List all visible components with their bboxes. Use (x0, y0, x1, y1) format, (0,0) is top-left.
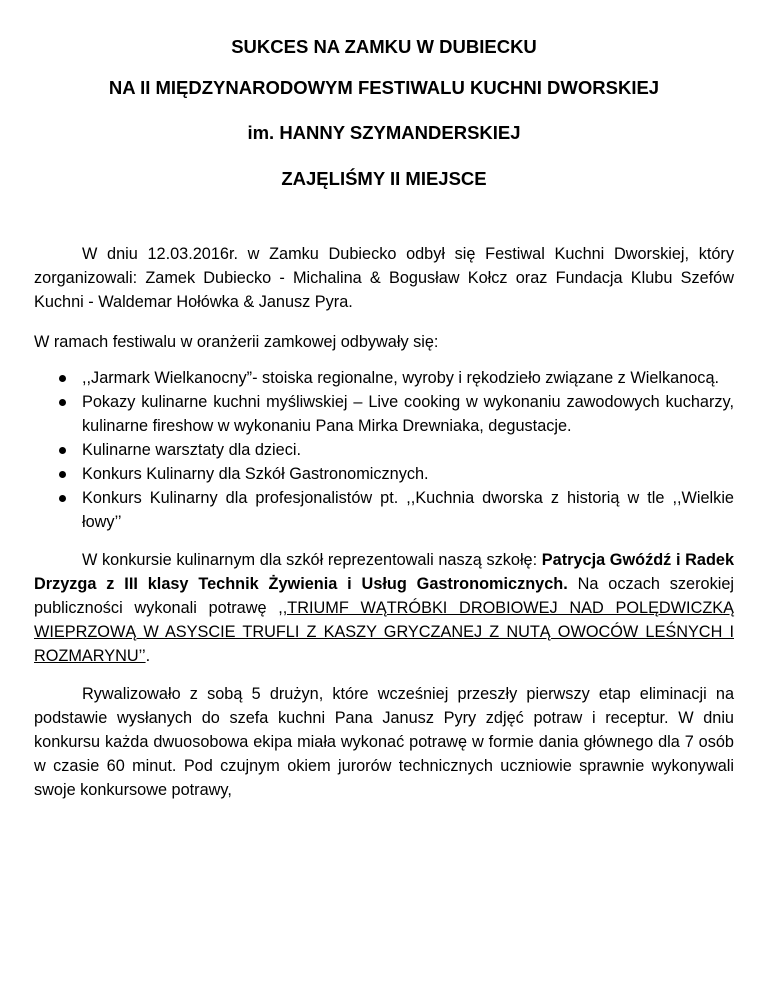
list-item-text: Kulinarne warsztaty dla dzieci. (82, 441, 301, 459)
contest-intro-text: W konkursie kulinarnym dla szkół reprezentowali naszą szkołę: (82, 551, 542, 569)
article-title: SUKCES NA ZAMKU W DUBIECKU (231, 36, 537, 57)
team-names: Patrycja Gwóźdź i Radek Drzyzga z III klasy Technik Żywienia i Usług Gastronomicznych. (34, 551, 734, 593)
contest-end-text: . (145, 647, 151, 665)
list-item (82, 390, 734, 438)
bullet-icon (59, 399, 66, 406)
list-item (82, 462, 734, 486)
events-list (34, 366, 734, 534)
document-page (34, 0, 734, 802)
bullet-icon (59, 375, 66, 382)
dish-name: ,,TRIUMF WĄTRÓBKI DROBIOWEJ NAD POLĘDWICZKĄ WIEPRZOWĄ W ASYSCIE TRUFLI Z KASZY GRYCZANEJ Z NUTĄ OWOCÓW LEŚNYCH I ROZMARYNU’’ (34, 599, 734, 665)
list-item-text: ,,Jarmark Wielkanocny”- stoiska regionalne, wyroby i rękodzieło związane z Wielkanocą. (82, 369, 720, 387)
events-intro-paragraph: W ramach festiwalu w oranżerii zamkowej odbywały się: (34, 333, 439, 351)
contest-paragraph (34, 548, 734, 668)
bullet-icon (59, 471, 66, 478)
list-item-text: Konkurs Kulinarny dla Szkół Gastronomicznych. (82, 465, 429, 483)
competition-paragraph: Rywalizowało z sobą 5 drużyn, które wcześniej przeszły pierwszy etap eliminacji na podstawie wysłanych do szefa kuchni Pana Janusz Pyry zdjęć potraw i receptur. W dniu konkursu każda dwuosobowa ekipa miała wykonać potrawę w formie dania głównego dla 7 osób w czasie 60 minut. Pod czujnym okiem jurorów technicznych uczniowie sprawnie wykonywali swoje konkursowe potrawy, (34, 685, 734, 799)
festival-patron-heading: im. HANNY SZYMANDERSKIEJ (247, 122, 521, 143)
bullet-icon (59, 495, 66, 502)
bullet-icon (59, 447, 66, 454)
result-heading: ZAJĘLIŚMY II MIEJSCE (281, 168, 487, 189)
list-item (82, 438, 734, 462)
list-item (82, 366, 734, 390)
festival-name-heading: NA II MIĘDZYNARODOWYM FESTIWALU KUCHNI DWORSKIEJ (108, 77, 660, 98)
list-item-text: Konkurs Kulinarny dla profesjonalistów pt. ,,Kuchnia dworska z historią w tle ,,Wielkie łowy’’ (82, 489, 734, 531)
intro-paragraph: W dniu 12.03.2016r. w Zamku Dubiecko odbył się Festiwal Kuchni Dworskiej, który zorganizowali: Zamek Dubiecko - Michalina & Bogusław Kołcz oraz Fundacja Klubu Szefów Kuchni - Waldemar Hołówka & Janusz Pyra. (34, 245, 734, 311)
list-item-text: Pokazy kulinarne kuchni myśliwskiej – Live cooking w wykonaniu zawodowych kucharzy, kulinarne fireshow w wykonaniu Pana Mirka Drewniaka, degustacje. (82, 393, 734, 435)
contest-middle-text: Na oczach szerokiej publiczności wykonali potrawę (34, 575, 734, 617)
list-item (82, 486, 734, 534)
